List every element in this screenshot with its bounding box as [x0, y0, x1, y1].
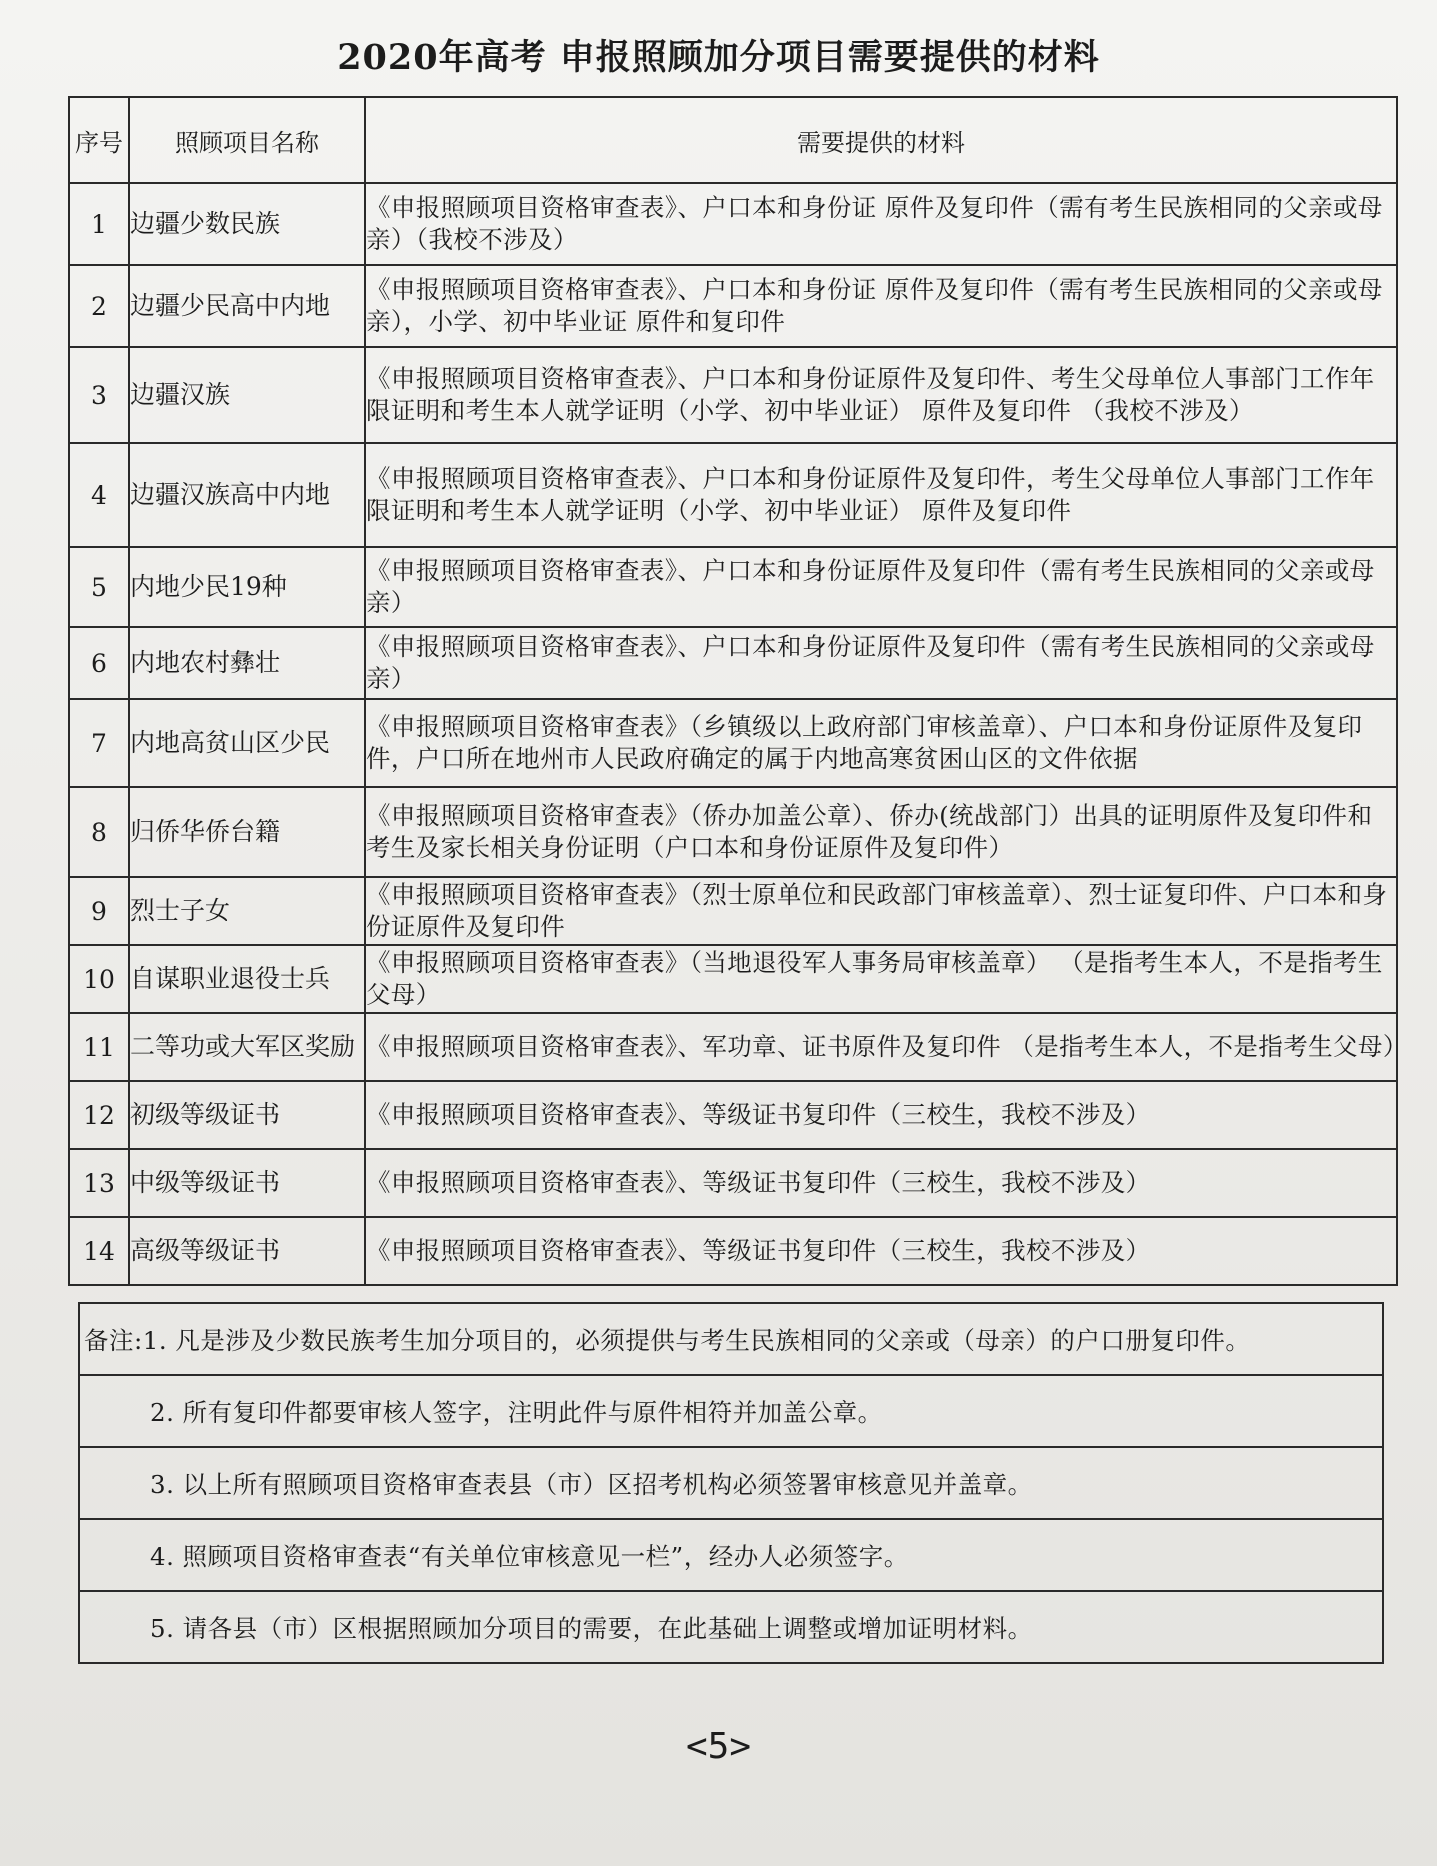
project-name: 高级等级证书 [129, 1217, 365, 1285]
project-name: 边疆汉族高中内地 [129, 443, 365, 547]
row-number: 12 [69, 1081, 129, 1149]
table-row [69, 547, 1397, 627]
table-body [69, 183, 1408, 1285]
project-name: 归侨华侨台籍 [129, 787, 365, 877]
note-text: 2. 所有复印件都要审核人签字，注明此件与原件相符并加盖公章。 [79, 1375, 1383, 1447]
note-row [79, 1447, 1383, 1519]
note-row [79, 1519, 1383, 1591]
table-row [69, 1013, 1397, 1081]
materials-table [68, 96, 1408, 1286]
note-text: 3. 以上所有照顾项目资格审查表县（市）区招考机构必须签署审核意见并盖章。 [79, 1447, 1383, 1519]
row-number: 13 [69, 1149, 129, 1217]
table-row [69, 1217, 1397, 1285]
header-name: 照顾项目名称 [129, 97, 365, 183]
row-number: 7 [69, 699, 129, 787]
row-number: 1 [69, 183, 129, 265]
row-number: 10 [69, 945, 129, 1013]
project-name: 边疆少民高中内地 [129, 265, 365, 347]
required-materials: 《申报照顾项目资格审查表》、等级证书复印件（三校生，我校不涉及） [365, 1149, 1397, 1217]
row-number: 9 [69, 877, 129, 945]
required-materials: 《申报照顾项目资格审查表》（侨办加盖公章）、侨办(统战部门）出具的证明原件及复印件和考生及家长相关身份证明（户口本和身份证原件及复印件） [365, 787, 1397, 877]
project-name: 初级等级证书 [129, 1081, 365, 1149]
required-materials: 《申报照顾项目资格审查表》、户口本和身份证原件及复印件（需有考生民族相同的父亲或母亲） [365, 627, 1397, 699]
notes-table [78, 1302, 1384, 1664]
table-row [69, 1149, 1397, 1217]
table-row [69, 787, 1397, 877]
header-no: 序号 [69, 97, 129, 183]
table-row [69, 1081, 1397, 1149]
table-row [69, 877, 1397, 945]
project-name: 内地高贫山区少民 [129, 699, 365, 787]
table-header-row [69, 97, 1397, 183]
table-row [69, 183, 1397, 265]
row-number: 4 [69, 443, 129, 547]
required-materials: 《申报照顾项目资格审查表》（烈士原单位和民政部门审核盖章）、烈士证复印件、户口本和身份证原件及复印件 [365, 877, 1397, 945]
required-materials: 《申报照顾项目资格审查表》、户口本和身份证 原件及复印件（需有考生民族相同的父亲或母亲）（我校不涉及） [365, 183, 1397, 265]
project-name: 自谋职业退役士兵 [129, 945, 365, 1013]
project-name: 烈士子女 [129, 877, 365, 945]
required-materials: 《申报照顾项目资格审查表》、户口本和身份证原件及复印件、考生父母单位人事部门工作年限证明和考生本人就学证明（小学、初中毕业证） 原件及复印件 （我校不涉及） [365, 347, 1397, 443]
row-number: 14 [69, 1217, 129, 1285]
note-row [79, 1375, 1383, 1447]
table-row [69, 265, 1397, 347]
required-materials: 《申报照顾项目资格审查表》、户口本和身份证原件及复印件（需有考生民族相同的父亲或母亲） [365, 547, 1397, 627]
table-row [69, 699, 1397, 787]
note-text: 4. 照顾项目资格审查表“有关单位审核意见一栏”，经办人必须签字。 [79, 1519, 1383, 1591]
document-title: 2020年高考 申报照顾加分项目需要提供的材料 [337, 37, 1100, 78]
project-name: 内地少民19种 [129, 547, 365, 627]
table-row [69, 945, 1397, 1013]
project-name: 内地农村彝壮 [129, 627, 365, 699]
row-number: 3 [69, 347, 129, 443]
required-materials: 《申报照顾项目资格审查表》、军功章、证书原件及复印件 （是指考生本人，不是指考生父母） [365, 1013, 1397, 1081]
note-row [79, 1303, 1383, 1375]
project-name: 二等功或大军区奖励 [129, 1013, 365, 1081]
required-materials: 《申报照顾项目资格审查表》、等级证书复印件（三校生，我校不涉及） [365, 1081, 1397, 1149]
required-materials: 《申报照顾项目资格审查表》（当地退役军人事务局审核盖章） （是指考生本人，不是指考生父母） [365, 945, 1397, 1013]
row-number: 6 [69, 627, 129, 699]
required-materials: 《申报照顾项目资格审查表》、户口本和身份证原件及复印件，考生父母单位人事部门工作年限证明和考生本人就学证明（小学、初中毕业证） 原件及复印件 [365, 443, 1397, 547]
header-materials: 需要提供的材料 [365, 97, 1397, 183]
note-row [79, 1591, 1383, 1663]
row-number: 11 [69, 1013, 129, 1081]
note-text: 备注:1. 凡是涉及少数民族考生加分项目的，必须提供与考生民族相同的父亲或（母亲）的户口册复印件。 [79, 1303, 1383, 1375]
project-name: 中级等级证书 [129, 1149, 365, 1217]
note-text: 5. 请各县（市）区根据照顾加分项目的需要，在此基础上调整或增加证明材料。 [79, 1591, 1383, 1663]
table-row [69, 627, 1397, 699]
row-number: 2 [69, 265, 129, 347]
project-name: 边疆汉族 [129, 347, 365, 443]
row-number: 5 [69, 547, 129, 627]
required-materials: 《申报照顾项目资格审查表》、等级证书复印件（三校生，我校不涉及） [365, 1217, 1397, 1285]
required-materials: 《申报照顾项目资格审查表》、户口本和身份证 原件及复印件（需有考生民族相同的父亲或母亲），小学、初中毕业证 原件和复印件 [365, 265, 1397, 347]
table-row [69, 347, 1397, 443]
page-number: <5> [685, 1726, 752, 1767]
project-name: 边疆少数民族 [129, 183, 365, 265]
required-materials: 《申报照顾项目资格审查表》（乡镇级以上政府部门审核盖章）、户口本和身份证原件及复印件，户口所在地州市人民政府确定的属于内地高寒贫困山区的文件依据 [365, 699, 1397, 787]
row-number: 8 [69, 787, 129, 877]
table-row [69, 443, 1397, 547]
